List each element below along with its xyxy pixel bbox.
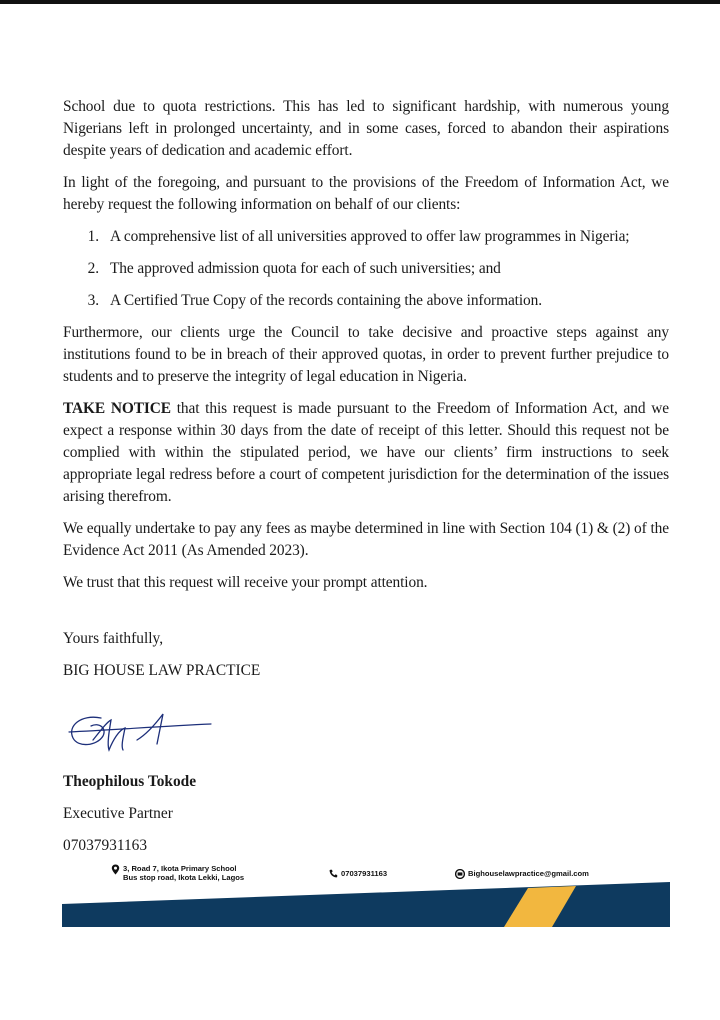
list-item	[63, 226, 669, 248]
paragraph-council-steps: Furthermore, our clients urge the Council to take decisive and proactive steps against any institutions found to be in breach of their approved quotas, in order to prevent further prejudice to students and to preserve the integrity of legal education in Nigeria.	[63, 324, 669, 385]
paragraph-quota-hardship: School due to quota restrictions. This has led to significant hardship, with numerous young Nigerians left in prolonged uncertainty, and in some cases, forced to abandon their aspirations despite years of dedication and academic effort.	[63, 98, 669, 159]
signer-name: Theophilous Tokode	[63, 773, 197, 790]
handwritten-signature	[63, 700, 213, 760]
list-item-number: 2.	[87, 260, 99, 277]
footer-email-text: Bighouselawpractice@gmail.com	[468, 869, 589, 878]
list-item	[63, 290, 669, 312]
letter-body	[63, 96, 669, 604]
list-item-text: A Certified True Copy of the records containing the above information.	[110, 292, 542, 309]
paragraph-fees: We equally undertake to pay any fees as maybe determined in line with Section 104 (1) & (2) of the Evidence Act 2011 (As Amended 2023).	[63, 520, 669, 559]
footer-brand-band	[62, 882, 670, 927]
signer-title: Executive Partner	[63, 805, 173, 822]
list-item-number: 1.	[87, 228, 99, 245]
footer-address-line1: 3, Road 7, Ikota Primary School	[123, 864, 237, 873]
signer-phone: 07037931163	[63, 837, 148, 854]
paragraph-foi-request: In light of the foregoing, and pursuant to the provisions of the Freedom of Information Act, we hereby request the following information on behalf of our clients:	[63, 174, 669, 213]
phone-icon	[329, 869, 338, 878]
salutation: Yours faithfully,	[63, 630, 164, 647]
paragraph-take-notice	[63, 398, 669, 508]
firm-name: BIG HOUSE LAW PRACTICE	[63, 662, 261, 679]
footer-email	[455, 869, 589, 879]
location-pin-icon	[111, 864, 120, 875]
list-item-text: A comprehensive list of all universities approved to offer law programmes in Nigeria;	[110, 228, 630, 245]
footer-address	[111, 864, 244, 882]
list-item	[63, 258, 669, 280]
footer-address-line2: Bus stop road, Ikota Lekki, Lagos	[123, 873, 245, 882]
list-item-number: 3.	[87, 292, 99, 309]
take-notice-label: TAKE NOTICE	[63, 400, 171, 417]
paragraph-prompt-attention: We trust that this request will receive your prompt attention.	[63, 574, 428, 591]
request-list	[63, 226, 669, 312]
take-notice-text: that this request is made pursuant to the Freedom of Information Act, and we expect a response within 30 days from the date of receipt of this letter. Should this request not be complied with within the stipulated period, we have our clients’ firm instructions to seek appropriate legal redress before a court of competent jurisdiction for the determination of the issues arising therefrom.	[63, 400, 669, 505]
list-item-text: The approved admission quota for each of such universities; and	[110, 260, 501, 277]
footer-phone-text: 07037931163	[341, 869, 388, 878]
email-icon	[455, 869, 465, 879]
top-edge-bar	[0, 0, 720, 4]
footer-navy-stripe	[62, 882, 670, 927]
footer-phone	[329, 869, 387, 878]
